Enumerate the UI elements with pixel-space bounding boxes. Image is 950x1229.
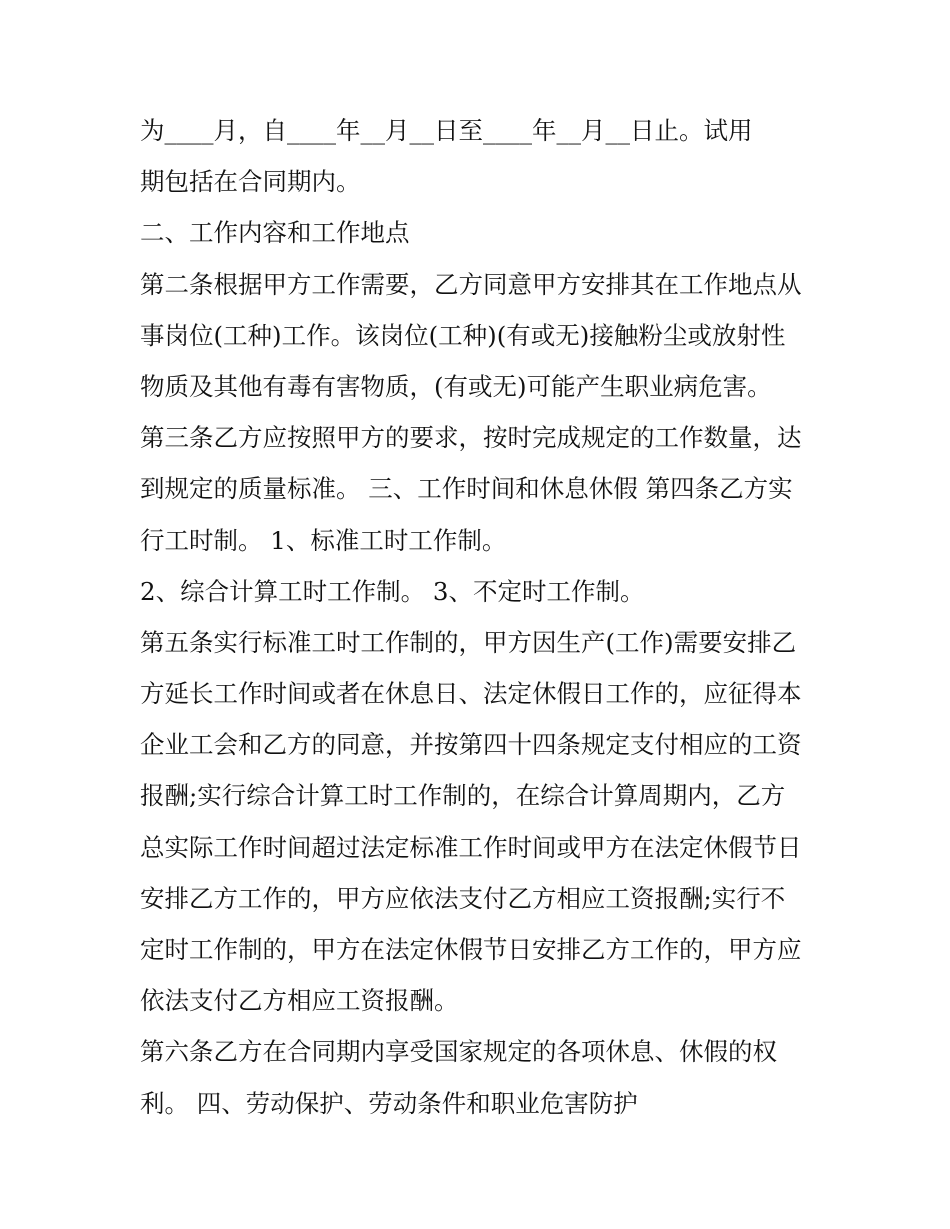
text-line: 依法支付乙方相应工资报酬。: [140, 986, 459, 1016]
text-line: 到规定的质量标准。 三、工作时间和休息休假 第四条乙方实: [140, 474, 793, 504]
text-line: 第六条乙方在合同期内享受国家规定的各项休息、休假的权: [140, 1037, 777, 1067]
text-line: 方延长工作时间或者在休息日、法定休假日工作的，应征得本: [140, 679, 802, 709]
text-line: 事岗位(工种)工作。该岗位(工种)(有或无)接触粉尘或放射性: [140, 320, 786, 350]
text-line: 行工时制。 1、标准工时工作制。: [140, 525, 507, 555]
text-line: 利。 四、劳动保护、劳动条件和职业危害防护: [140, 1088, 638, 1118]
text-line: 定时工作制的，甲方在法定休假节日安排乙方工作的，甲方应: [140, 935, 802, 964]
text-line: 期包括在合同期内。: [140, 167, 361, 197]
document-body: [140, 105, 830, 1129]
text-line: 2、综合计算工时工作制。 3、不定时工作制。: [140, 576, 645, 606]
text-line: 第五条实行标准工时工作制的，甲方因生产(工作)需要安排乙: [140, 627, 797, 657]
text-line: 第二条根据甲方工作需要，乙方同意甲方安排其在工作地点从: [140, 269, 802, 299]
text-line: 安排乙方工作的，甲方应依法支付乙方相应工资报酬;实行不: [140, 883, 786, 913]
text-line: 总实际工作时间超过法定标准工作时间或甲方在法定休假节日: [140, 832, 802, 862]
text-line: 报酬;实行综合计算工时工作制的，在综合计算周期内，乙方: [140, 781, 786, 811]
text-line: 企业工会和乙方的同意，并按第四十四条规定支付相应的工资: [140, 730, 802, 760]
text-line: 物质及其他有毒有害物质，(有或无)可能产生职业病危害。: [140, 371, 772, 401]
section-heading: 二、工作内容和工作地点: [140, 218, 410, 248]
text-line: 为____月，自____年__月__日至____年__月__日止。试用: [140, 116, 753, 145]
text-line: 第三条乙方应按照甲方的要求，按时完成规定的工作数量，达: [140, 423, 802, 453]
